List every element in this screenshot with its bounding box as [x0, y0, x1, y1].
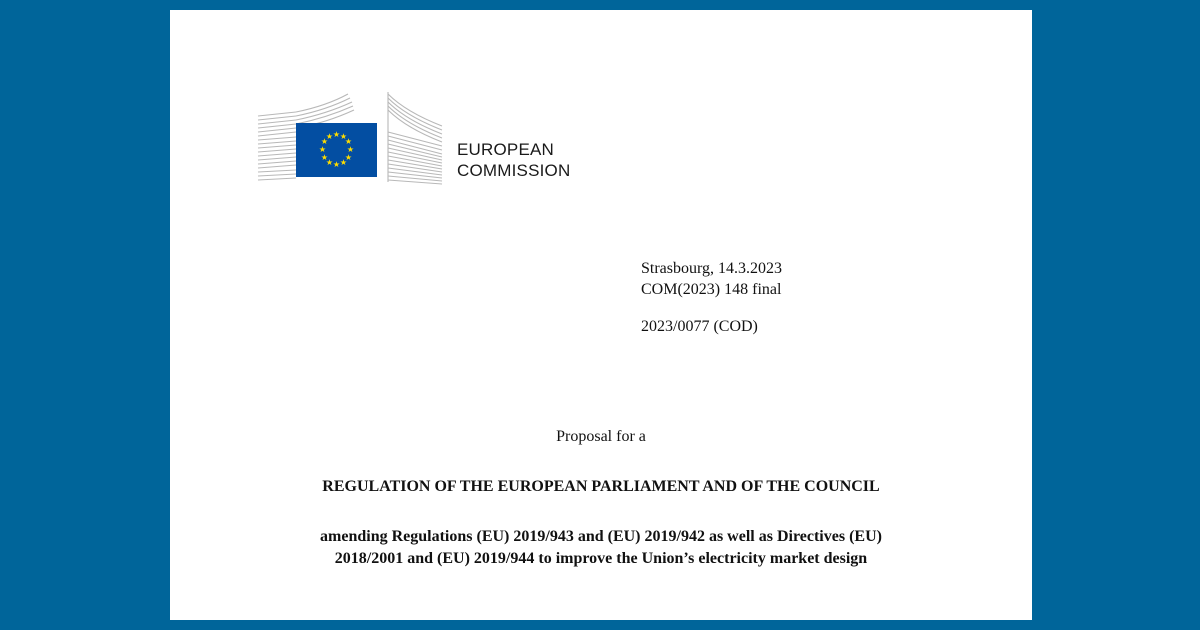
org-name-line1: EUROPEAN: [457, 140, 555, 159]
svg-text:★: ★: [325, 158, 334, 167]
subtitle-line1: amending Regulations (EU) 2019/943 and (EU) 2019/942 as well as Directives (EU): [320, 528, 882, 545]
svg-text:★: ★: [339, 132, 348, 141]
svg-text:★: ★: [320, 153, 329, 162]
european-commission-logo: [256, 82, 456, 187]
svg-text:★: ★: [325, 132, 334, 141]
svg-text:★: ★: [346, 145, 355, 154]
document-subtitle: [170, 526, 1032, 570]
document-meta: [641, 258, 782, 337]
document-type-heading: REGULATION OF THE EUROPEAN PARLIAMENT AND OF THE COUNCIL: [322, 478, 880, 495]
document-page: [170, 10, 1032, 620]
subtitle-line2: 2018/2001 and (EU) 2019/944 to improve the Union’s electricity market design: [334, 550, 868, 567]
svg-text:★: ★: [344, 137, 353, 146]
svg-text:★: ★: [344, 153, 353, 162]
svg-text:★: ★: [320, 137, 329, 146]
svg-text:★: ★: [332, 130, 341, 139]
document-reference: COM(2023) 148 final: [641, 281, 782, 298]
proposal-intro: Proposal for a: [556, 428, 646, 445]
procedure-number: 2023/0077 (COD): [641, 318, 758, 335]
svg-text:★: ★: [332, 160, 341, 169]
svg-text:★: ★: [339, 158, 348, 167]
place-date: Strasbourg, 14.3.2023: [641, 260, 783, 277]
organization-name: [457, 139, 570, 181]
org-name-line2: COMMISSION: [457, 161, 571, 180]
svg-text:★: ★: [318, 145, 327, 154]
